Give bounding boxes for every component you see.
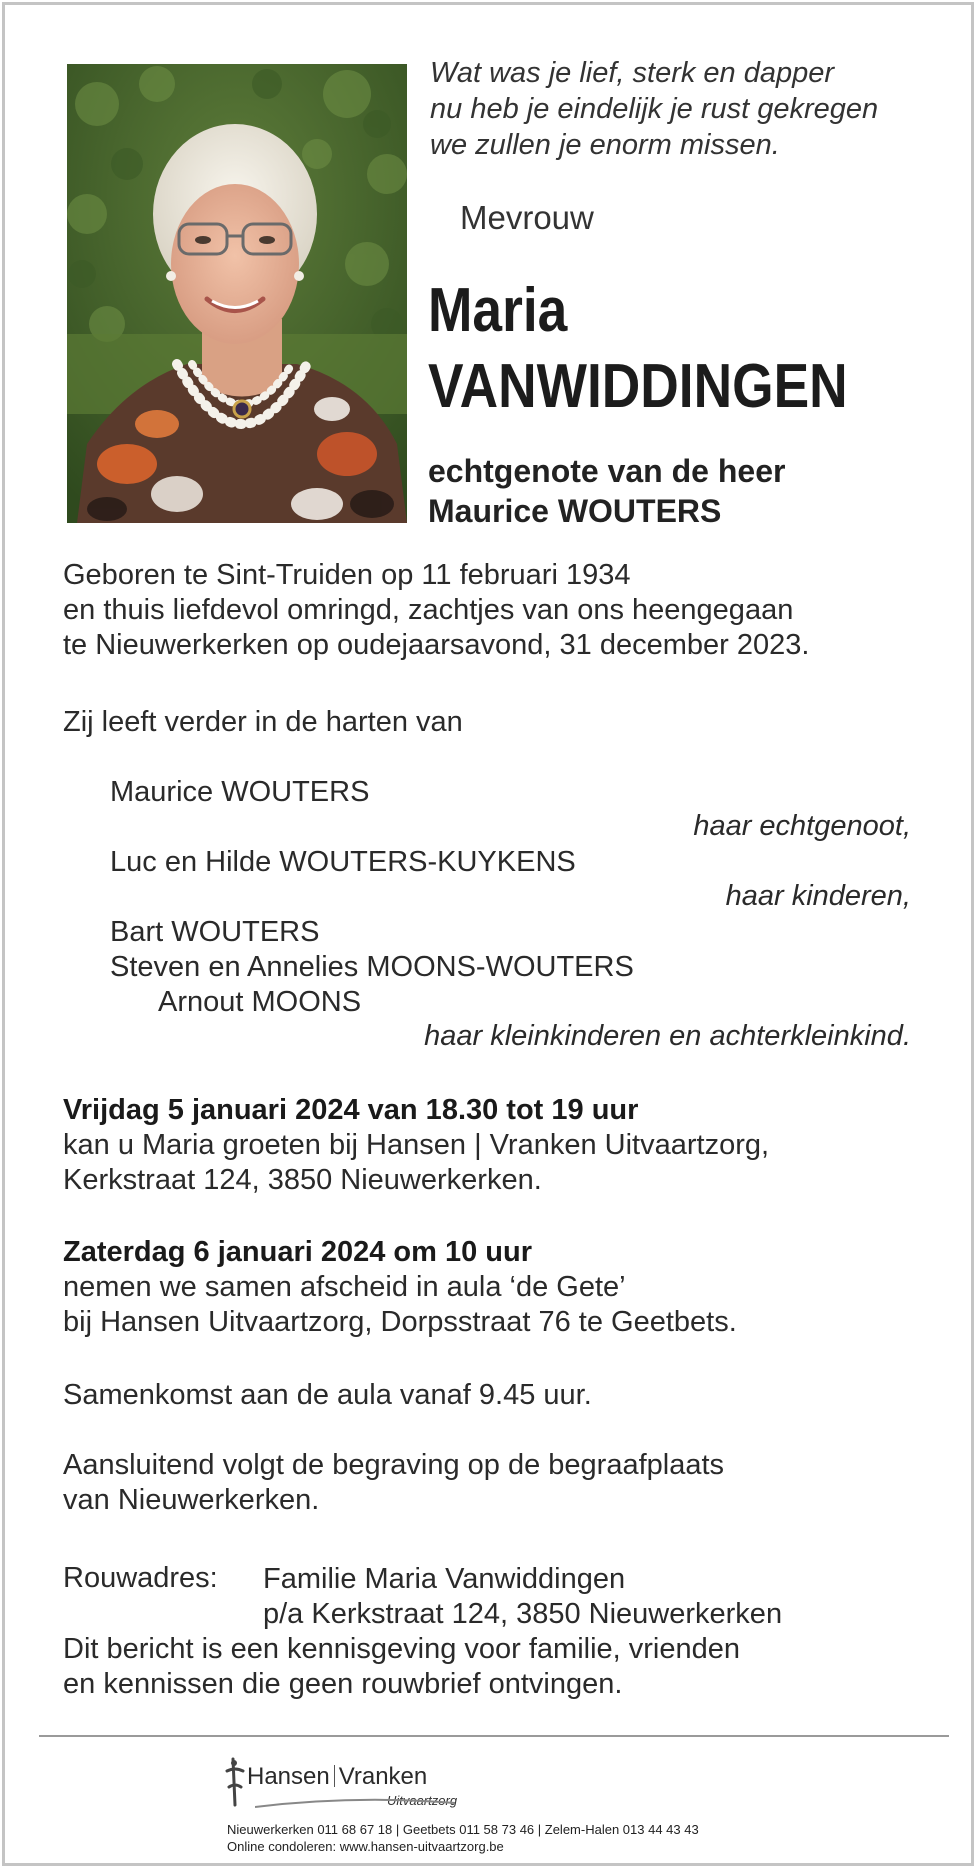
text-line: p/a Kerkstraat 124, 3850 Nieuwerkerken [263, 1598, 783, 1630]
lives-on-text: Zij leeft verder in de harten van [63, 706, 463, 738]
text-line: van Nieuwerkerken. [63, 1484, 320, 1516]
text-line: Dit bericht is een kennisgeving voor familie, vrienden [63, 1633, 741, 1665]
spouse-relation: echtgenote van de heer [428, 453, 786, 489]
poem-line: nu heb je eindelijk je rust gekregen [430, 93, 879, 125]
text-line: en thuis liefdevol omringd, zachtjes van ons heengegaan [63, 594, 794, 626]
footer-online: Online condoleren: www.hansen-uitvaartzorg.be [227, 1839, 504, 1854]
poem-line: we zullen je enorm missen. [430, 129, 780, 161]
footer-phones: Nieuwerkerken 011 68 67 18 | Geetbets 011 58 73 46 | Zelem-Halen 013 44 43 43 [227, 1822, 699, 1837]
spouse-name: Maurice WOUTERS [428, 493, 722, 529]
first-name: Maria [428, 276, 568, 345]
visitation-section [63, 1093, 769, 1198]
portrait-photo [67, 64, 407, 523]
gathering-text: Samenkomst aan de aula vanaf 9.45 uur. [63, 1379, 592, 1411]
relative-spouse: Maurice WOUTERS [110, 776, 370, 808]
deceased-name [428, 273, 848, 425]
funeral-home-logo-icon [223, 1757, 247, 1812]
footer-divider [39, 1735, 949, 1737]
poem-line: Wat was je lief, sterk en dapper [430, 57, 835, 89]
spouse-line [428, 451, 785, 531]
funeral-home-brand [247, 1763, 427, 1791]
text-line: Familie Maria Vanwiddingen [263, 1563, 626, 1595]
text-line: nemen we samen afscheid in aula ‘de Gete’ [63, 1271, 626, 1303]
text-line: Aansluitend volgt de begraving op de begraafplaats [63, 1449, 725, 1481]
relative-grandchild: Bart WOUTERS [110, 916, 320, 948]
mourning-address-label: Rouwadres: [63, 1562, 218, 1594]
mourning-address [263, 1562, 782, 1632]
text-line: Geboren te Sint-Truiden op 11 februari 1934 [63, 559, 631, 591]
obituary-card [2, 2, 974, 1866]
logo-swoosh-icon [255, 1793, 458, 1811]
last-name: VANWIDDINGEN [428, 352, 848, 421]
birth-death-paragraph [63, 558, 809, 663]
poem [430, 55, 878, 163]
relative-role-grandchildren: haar kleinkinderen en achterkleinkind. [424, 1020, 911, 1052]
brand-left: Hansen [247, 1763, 330, 1790]
relative-grandchild: Steven en Annelies MOONS-WOUTERS [110, 951, 634, 983]
relative-children: Luc en Hilde WOUTERS-KUYKENS [110, 846, 576, 878]
text-line: en kennissen die geen rouwbrief ontvingen. [63, 1668, 623, 1700]
brand-separator [334, 1765, 335, 1787]
text-line: bij Hansen Uitvaartzorg, Dorpsstraat 76 te Geetbets. [63, 1306, 737, 1338]
notice-paragraph [63, 1632, 740, 1702]
farewell-section [63, 1235, 737, 1340]
brand-right: Vranken [338, 1763, 428, 1790]
farewell-heading: Zaterdag 6 januari 2024 om 10 uur [63, 1236, 533, 1268]
text-line: kan u Maria groeten bij Hansen | Vranken Uitvaartzorg, [63, 1129, 770, 1161]
text-line: Kerkstraat 124, 3850 Nieuwerkerken. [63, 1164, 542, 1196]
burial-paragraph [63, 1448, 724, 1518]
visitation-heading: Vrijdag 5 januari 2024 van 18.30 tot 19 uur [63, 1094, 639, 1126]
relative-role-spouse: haar echtgenoot, [693, 810, 911, 842]
text-line: te Nieuwerkerken op oudejaarsavond, 31 december 2023. [63, 629, 810, 661]
relative-role-children: haar kinderen, [725, 880, 911, 912]
brand-subtitle: Uitvaartzorg [387, 1793, 458, 1808]
relative-great-grandchild: Arnout MOONS [158, 986, 362, 1018]
honorific: Mevrouw [460, 199, 594, 236]
